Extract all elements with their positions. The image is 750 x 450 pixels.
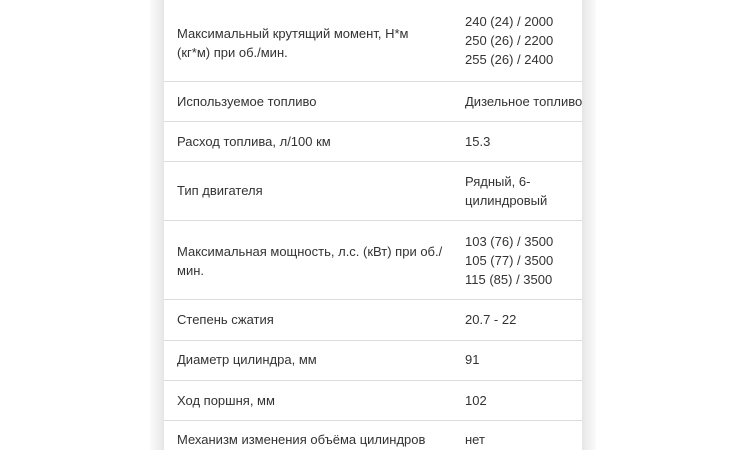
spec-row-fuel-type <box>164 82 582 122</box>
spec-label: Диаметр цилиндра, мм <box>177 352 317 367</box>
spec-label: Максимальная мощность, л.с. (кВт) при об./ мин. <box>177 244 443 278</box>
engine-spec-table <box>164 0 582 450</box>
spec-label: Механизм изменения объёма цилиндров <box>177 432 426 447</box>
spec-label: Тип двигателя <box>177 183 263 198</box>
spec-value: Дизельное топливо <box>465 94 582 109</box>
spec-row-piston-stroke <box>164 381 582 421</box>
spec-row-engine-type <box>164 162 582 221</box>
card-shadow-left <box>150 0 164 450</box>
spec-row-fuel-consumption <box>164 122 582 162</box>
card-shadow-right <box>582 0 596 450</box>
spec-value: 103 (76) / 3500 105 (77) / 3500 115 (85) / 3500 <box>465 234 554 287</box>
spec-row-max-torque <box>164 0 582 82</box>
spec-value: 240 (24) / 2000 250 (26) / 2200 255 (26) / 2400 <box>465 14 554 67</box>
spec-row-cylinder-bore <box>164 341 582 381</box>
spec-value: 15.3 <box>465 134 491 149</box>
spec-value: 102 <box>465 393 487 408</box>
spec-label: Максимальный крутящий момент, Н*м (кг*м) при об./мин. <box>177 26 409 60</box>
spec-value: 91 <box>465 352 480 367</box>
spec-label: Расход топлива, л/100 км <box>177 134 331 149</box>
spec-value: 20.7 - 22 <box>465 312 517 327</box>
spec-row-compression-ratio <box>164 300 582 341</box>
spec-row-cylinder-deactivation <box>164 421 582 450</box>
spec-value: Рядный, 6- цилиндровый <box>465 174 548 208</box>
spec-label: Используемое топливо <box>177 94 317 109</box>
spec-value: нет <box>465 432 485 447</box>
spec-label: Степень сжатия <box>177 312 274 327</box>
spec-label: Ход поршня, мм <box>177 393 275 408</box>
spec-row-max-power <box>164 221 582 300</box>
